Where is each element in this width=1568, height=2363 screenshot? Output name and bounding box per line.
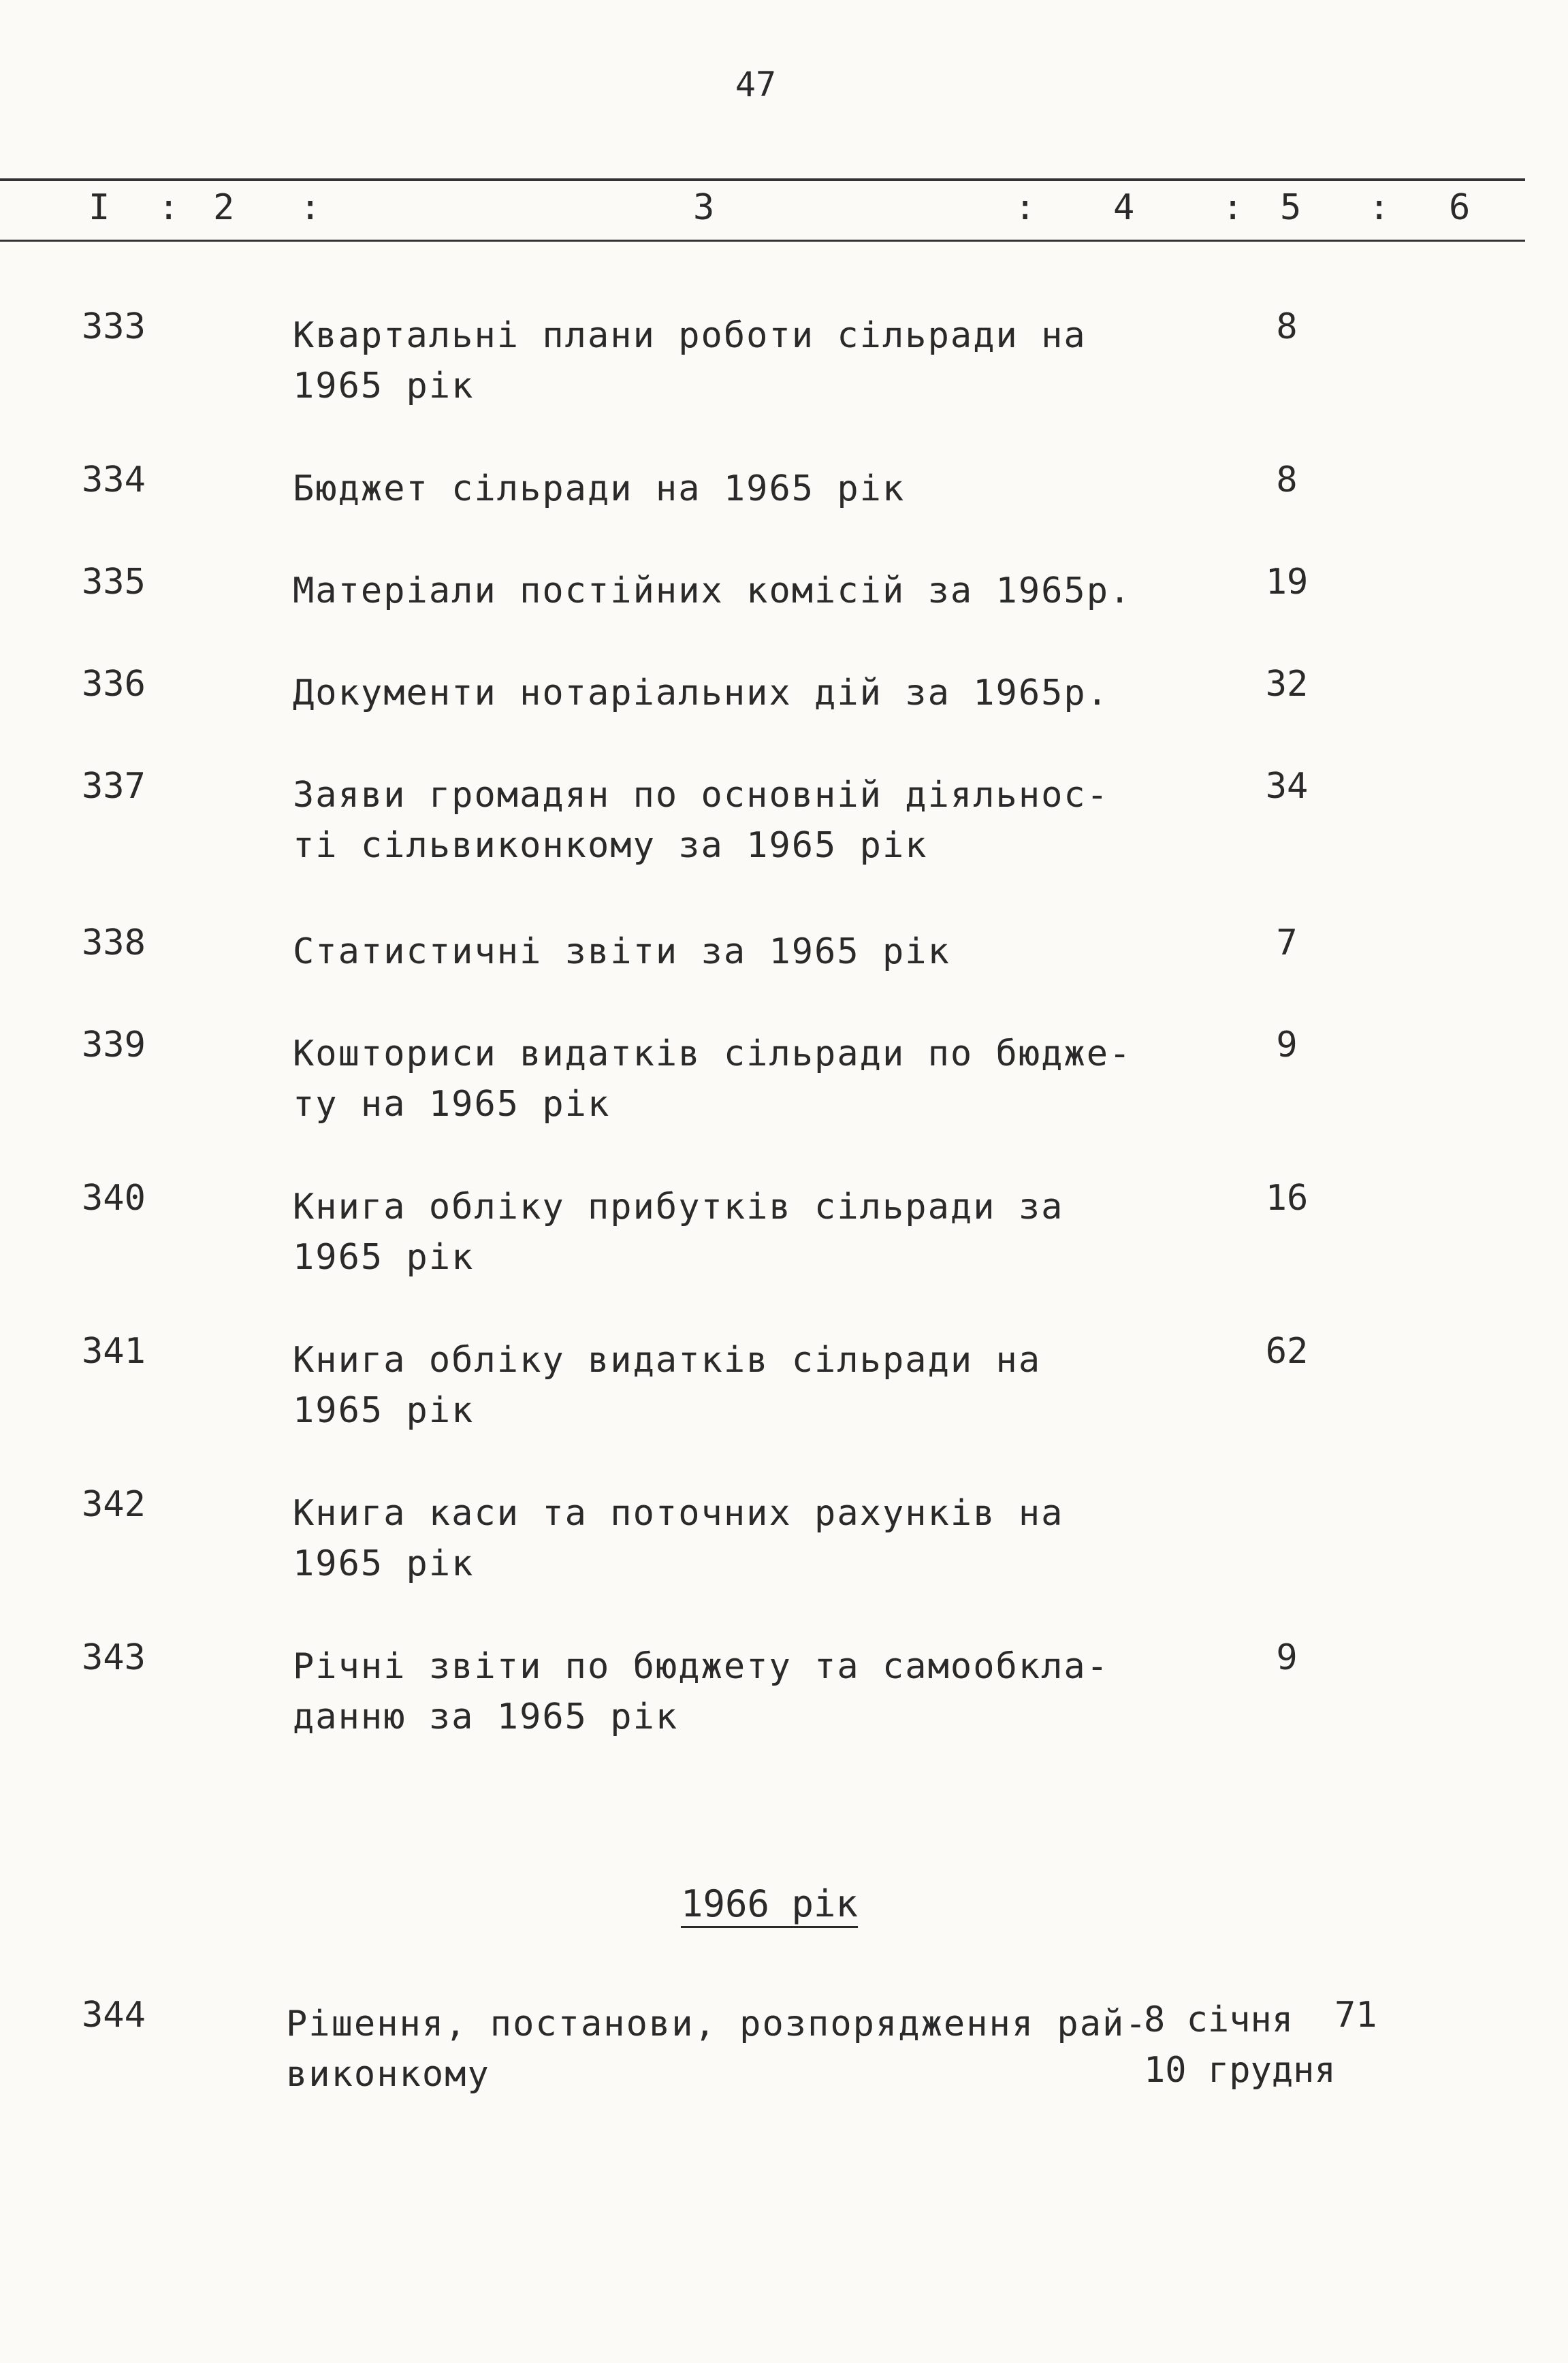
entry-number: 333: [82, 306, 146, 347]
entry-number: 341: [82, 1331, 146, 1372]
entry-title: Книга каси та поточних рахунків на 1965 рік: [293, 1493, 1064, 1584]
entry-title: Бюджет сільради на 1965 рік: [293, 468, 906, 509]
header-rule-bottom: [0, 240, 1525, 242]
entry-sheets: 32: [1265, 664, 1309, 705]
header-col-4: 4: [1113, 187, 1135, 228]
entry-number: 334: [82, 460, 146, 500]
entry-number: 337: [82, 766, 146, 807]
header-col-6: 6: [1449, 187, 1471, 228]
entry-number: 339: [82, 1025, 146, 1065]
entry-sheets: 9: [1276, 1025, 1298, 1065]
entry-title: Кошториси видатків сільради по бюдже- ту на 1965 рік: [293, 1033, 1132, 1125]
entry-sheets: 8: [1276, 306, 1298, 347]
entry-number: 344: [82, 1995, 146, 2036]
entry-number: 343: [82, 1637, 146, 1678]
header-sep-1: :: [158, 187, 180, 228]
header-sep-5: :: [1369, 187, 1390, 228]
entry-number: 336: [82, 664, 146, 705]
page-number: 47: [735, 65, 777, 104]
entry-sheets: 9: [1276, 1637, 1298, 1678]
entry-sheets: 62: [1265, 1331, 1309, 1372]
entry-title: Річні звіти по бюджету та самообкла- данню за 1965 рік: [293, 1646, 1110, 1737]
entry-sheets: 19: [1265, 562, 1309, 602]
entry-number: 338: [82, 922, 146, 963]
entry-sheets: 16: [1265, 1178, 1309, 1219]
entry-title: Статистичні звіти за 1965 рік: [293, 931, 950, 972]
entry-sheets: 8: [1276, 460, 1298, 500]
entry-title: Квартальні плани роботи сільради на 1965 рік: [293, 315, 1087, 406]
header-col-5: 5: [1280, 187, 1302, 228]
header-col-2: 2: [213, 187, 235, 228]
entry-number: 335: [82, 562, 146, 602]
header-sep-2: :: [300, 187, 321, 228]
entry-date-range: [1144, 1995, 1336, 2095]
header-rule-top: [0, 178, 1525, 181]
header-col-1: I: [89, 187, 110, 228]
entry-title: Рішення, постанови, розпорядження рай- виконкому: [286, 2004, 1148, 2095]
header-col-3: 3: [693, 187, 715, 228]
header-sep-3: :: [1014, 187, 1036, 228]
entry-title: Документи нотаріальних дій за 1965р.: [293, 673, 1110, 713]
entry-title: Книга обліку видатків сільради на 1965 рік: [293, 1340, 1042, 1431]
entry-number: 342: [82, 1484, 146, 1525]
entry-sheets: 7: [1276, 922, 1298, 963]
entry-number: 340: [82, 1178, 146, 1219]
entry-title: Заяви громадян по основній діяльнос- ті сільвиконкому за 1965 рік: [293, 775, 1110, 866]
entry-sheets: 71: [1334, 1995, 1377, 2036]
entry-title: Книга обліку прибутків сільради за 1965 рік: [293, 1187, 1064, 1278]
entry-title: Матеріали постійних комісій за 1965р.: [293, 570, 1132, 611]
section-title-1966: 1966 рік: [680, 1882, 859, 1925]
header-sep-4: :: [1222, 187, 1244, 228]
entry-sheets: 34: [1265, 766, 1309, 807]
date-start: 8 січня: [1144, 1999, 1294, 2040]
date-end: 10 грудня: [1144, 2050, 1336, 2091]
